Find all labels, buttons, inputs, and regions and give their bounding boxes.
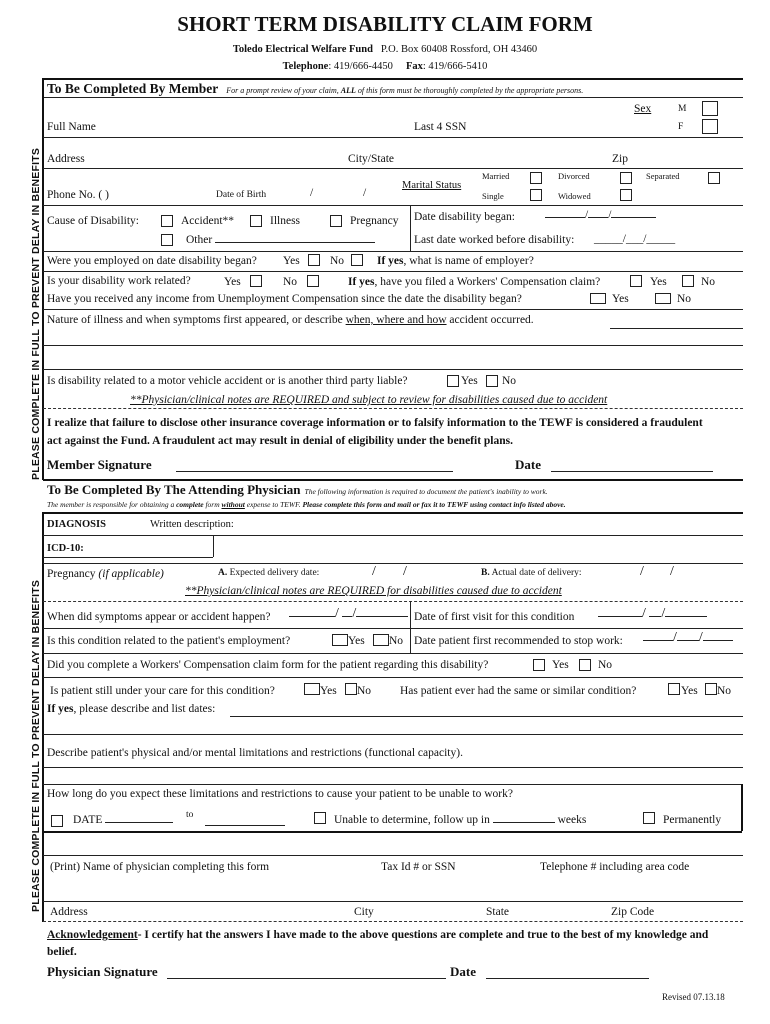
date-began-label: Date disability began: — [414, 211, 515, 223]
motor-vehicle-question: Is disability related to a motor vehicle accident or is another third party liable? — [47, 375, 408, 387]
employment-no-label: No — [389, 635, 404, 647]
unemployment-question: Have you received any income from Unemployment Compensation since the date the disability began? — [47, 293, 522, 305]
unemployment-yes-checkbox[interactable] — [590, 293, 606, 304]
under-care-yes-checkbox[interactable] — [304, 683, 320, 695]
acknowledgement-text: Acknowledgement- I certify hat the answers I have made to the above questions are complete and true to the best of my knowledge and belief. — [47, 929, 709, 958]
sex-f-label: F — [678, 122, 684, 132]
employment-no-checkbox[interactable] — [373, 634, 389, 646]
date-range-label: DATE — [73, 814, 173, 826]
physician-signature-line[interactable] — [167, 978, 446, 979]
physician-date-line[interactable] — [486, 978, 649, 979]
under-care-no-checkbox[interactable] — [345, 683, 357, 695]
accident-checkbox[interactable] — [161, 215, 173, 227]
permanently-label: Permanently — [663, 814, 722, 826]
unable-determine-label: Unable to determine, follow up in weeks — [334, 814, 587, 826]
first-visit-field[interactable]: / / — [598, 606, 707, 622]
single-label: Single — [482, 191, 504, 201]
physician-clinical-notes: **Physician/clinical notes are REQUIRED for disabilities caused due to accident — [185, 585, 562, 597]
actual-slash-1: / — [640, 564, 644, 579]
address-label: Address — [47, 153, 85, 165]
expected-slash-1: / — [372, 564, 376, 579]
member-signature-line[interactable] — [176, 471, 453, 472]
under-care-question: Is patient still under your care for this condition? — [50, 685, 275, 697]
last-worked-label: Last date worked before disability: — [414, 234, 575, 246]
expected-delivery-label: A. Expected delivery date: — [218, 568, 320, 578]
diagnosis-label: DIAGNOSIS — [47, 519, 106, 530]
other-checkbox[interactable] — [161, 234, 173, 246]
employment-yes-checkbox[interactable] — [332, 634, 348, 646]
work-related-yes-label: Yes — [224, 276, 241, 288]
wc-filed-yes-checkbox[interactable] — [630, 275, 642, 287]
wc-filed-no-label: No — [701, 276, 716, 288]
physician-heading-note: The following information is required to document the patient's inability to work. — [304, 487, 548, 496]
pregnancy-checkbox[interactable] — [330, 215, 342, 227]
icd-label: ICD-10: — [47, 543, 84, 554]
phone-label: Telephone — [282, 61, 329, 72]
member-date-label: Date — [515, 457, 541, 472]
side-label-bottom: PLEASE COMPLETE IN FULL TO PREVENT DELAY IN BENEFITS — [30, 579, 42, 912]
org-name: Toledo Electrical Welfare Fund — [232, 44, 373, 55]
physician-zip-label: Zip Code — [611, 906, 655, 918]
symptoms-question: When did symptoms appear or accident happen? — [47, 611, 271, 623]
member-responsibility-note: The member is responsible for obtaining a complete form without expense to TEWF. Please complete this form and mail or fax it to TEWF using contact info listed above. — [47, 500, 566, 509]
work-related-no-label: No — [283, 276, 298, 288]
physician-city-label: City — [354, 906, 374, 918]
employed-yes-checkbox[interactable] — [308, 254, 320, 266]
employment-yes-label: Yes — [348, 635, 365, 647]
motor-no-label: No — [502, 375, 517, 387]
telephone-label: Telephone # including area code — [540, 861, 690, 873]
married-label: Married — [482, 171, 510, 181]
symptoms-date-field[interactable]: / / — [289, 606, 408, 622]
stop-work-label: Date patient first recommended to stop work: — [414, 635, 623, 647]
employed-no-label: No — [330, 255, 345, 267]
employment-question: Is this condition related to the patient's employment? — [47, 635, 291, 647]
physician-state-label: State — [486, 906, 509, 918]
phone-value: : 419/666-4450 — [328, 61, 393, 72]
work-related-question: Is your disability work related? — [47, 275, 191, 287]
motor-yes-label: Yes — [461, 375, 478, 387]
physician-signature-label: Physician Signature — [47, 964, 158, 979]
wc-completed-yes-label: Yes — [552, 659, 569, 671]
date-to-line[interactable] — [205, 825, 285, 826]
expected-slash-2: / — [403, 564, 407, 579]
illness-label: Illness — [270, 215, 301, 227]
actual-slash-2: / — [670, 564, 674, 579]
member-heading-row — [47, 80, 583, 98]
zip-label: Zip — [612, 153, 628, 165]
motor-yes-checkbox[interactable] — [447, 375, 459, 387]
member-heading: To Be Completed By Member — [47, 81, 219, 96]
same-condition-no-label: No — [717, 685, 732, 697]
dob-slash-2: / — [363, 187, 367, 199]
fax-label: Fax — [405, 61, 423, 72]
sex-m-checkbox[interactable] — [702, 101, 718, 116]
work-related-no-checkbox[interactable] — [307, 275, 319, 287]
city-state-label: City/State — [348, 153, 394, 165]
employed-no-checkbox[interactable] — [351, 254, 363, 266]
first-visit-label: Date of first visit for this condition — [414, 611, 575, 623]
physician-heading-row — [47, 481, 548, 499]
member-date-line[interactable] — [551, 471, 713, 472]
nature-question: Nature of illness and when symptoms first appeared, or describe when, where and how accident occurred. — [47, 314, 534, 326]
accident-label: Accident** — [181, 215, 235, 227]
last4-label: Last 4 SSN — [414, 121, 467, 133]
same-condition-yes-checkbox[interactable] — [668, 683, 680, 695]
under-care-no-label: No — [357, 685, 372, 697]
member-signature-label: Member Signature — [47, 457, 152, 472]
last-worked-field[interactable]: _____/___/_____ — [594, 233, 676, 245]
stop-work-field[interactable]: / / — [643, 630, 733, 646]
widowed-checkbox[interactable] — [620, 189, 632, 201]
wc-completed-yes-checkbox[interactable] — [533, 659, 545, 671]
dob-label: Date of Birth — [216, 190, 267, 200]
written-description-label: Written description: — [150, 519, 234, 530]
sex-m-label: M — [678, 104, 687, 114]
tax-id-label: Tax Id # or SSN — [381, 861, 456, 873]
revised-date: Revised 07.13.18 — [662, 992, 725, 1002]
same-condition-yes-label: Yes — [681, 685, 698, 697]
unemployment-no-label: No — [677, 293, 692, 305]
physician-heading: To Be Completed By The Attending Physician — [47, 482, 301, 497]
how-long-question: How long do you expect these limitations and restrictions to cause your patient to be unable to work? — [47, 788, 513, 800]
separated-checkbox[interactable] — [708, 172, 720, 184]
fraud-statement: I realize that failure to disclose other insurance coverage information or to falsify information to the TEWF is considered a fraudulent act against the Fund. A fraudulent act may result in denial of eligibility under the benefit plans. — [47, 417, 703, 447]
employed-yes-label: Yes — [283, 255, 300, 267]
physician-date-label: Date — [450, 964, 476, 979]
org-address: P.O. Box 60408 Rossford, OH 43460 — [380, 44, 538, 55]
limitations-label: Describe patient's physical and/or mental limitations and restrictions (functional capacity). — [47, 747, 463, 759]
unemployment-no-checkbox[interactable] — [655, 293, 671, 304]
side-label-top: PLEASE COMPLETE IN FULL TO PREVENT DELAY IN BENEFITS — [30, 147, 42, 480]
work-related-yes-checkbox[interactable] — [250, 275, 262, 287]
single-checkbox[interactable] — [530, 189, 542, 201]
date-range-checkbox[interactable] — [51, 815, 63, 827]
under-care-yes-label: Yes — [320, 685, 337, 697]
actual-delivery-label: B. Actual date of delivery: — [481, 568, 582, 578]
member-clinical-notes: **Physician/clinical notes are REQUIRED and subject to review for disabilities caused due to accident — [130, 394, 608, 406]
unable-determine-checkbox[interactable] — [314, 812, 326, 824]
permanently-checkbox[interactable] — [643, 812, 655, 824]
describe-dates-label: If yes, please describe and list dates: — [47, 703, 216, 715]
pregnancy-label: Pregnancy — [350, 215, 399, 227]
wc-filed-question: If yes, have you filed a Workers' Compensation claim? — [348, 276, 601, 288]
same-condition-question: Has patient ever had the same or similar condition? — [400, 685, 637, 697]
sex-label: Sex — [634, 103, 652, 115]
motor-no-checkbox[interactable] — [486, 375, 498, 387]
date-began-field[interactable]: / / — [545, 209, 656, 221]
form-title: SHORT TERM DISABILITY CLAIM FORM — [177, 12, 593, 36]
wc-completed-question: Did you complete a Workers' Compensation claim form for the patient regarding this disability? — [47, 659, 489, 671]
wc-completed-no-checkbox[interactable] — [579, 659, 591, 671]
phone-label: Phone No. ( ) — [47, 189, 109, 201]
to-label: to — [186, 810, 194, 820]
full-name-label: Full Name — [47, 121, 96, 133]
wc-filed-yes-label: Yes — [650, 276, 667, 288]
widowed-label: Widowed — [558, 191, 591, 201]
unemployment-yes-label: Yes — [612, 293, 629, 305]
divorced-label: Divorced — [558, 171, 590, 181]
illness-checkbox[interactable] — [250, 215, 262, 227]
cause-label: Cause of Disability: — [47, 215, 139, 227]
marital-status-label: Marital Status — [402, 180, 462, 191]
pregnancy-row-label: Pregnancy (if applicable) — [47, 568, 164, 580]
dob-slash-1: / — [310, 187, 314, 199]
physician-name-label: (Print) Name of physician completing this form — [50, 861, 270, 873]
separated-label: Separated — [646, 171, 680, 181]
married-checkbox[interactable] — [530, 172, 542, 184]
employed-question: Were you employed on date disability began? — [47, 255, 257, 267]
wc-completed-no-label: No — [598, 659, 613, 671]
org-line — [0, 44, 770, 55]
same-condition-no-checkbox[interactable] — [705, 683, 717, 695]
contact-line — [0, 61, 770, 72]
other-label: Other — [186, 234, 375, 246]
sex-f-checkbox[interactable] — [702, 119, 718, 134]
physician-address-label: Address — [50, 906, 88, 918]
wc-filed-no-checkbox[interactable] — [682, 275, 694, 287]
member-note: For a prompt review of your claim, ALL of this form must be thoroughly completed by the appropriate persons. — [226, 86, 584, 95]
fax-value: : 419/666-5410 — [422, 61, 488, 72]
employer-question: If yes, what is name of employer? — [377, 255, 534, 267]
divorced-checkbox[interactable] — [620, 172, 632, 184]
